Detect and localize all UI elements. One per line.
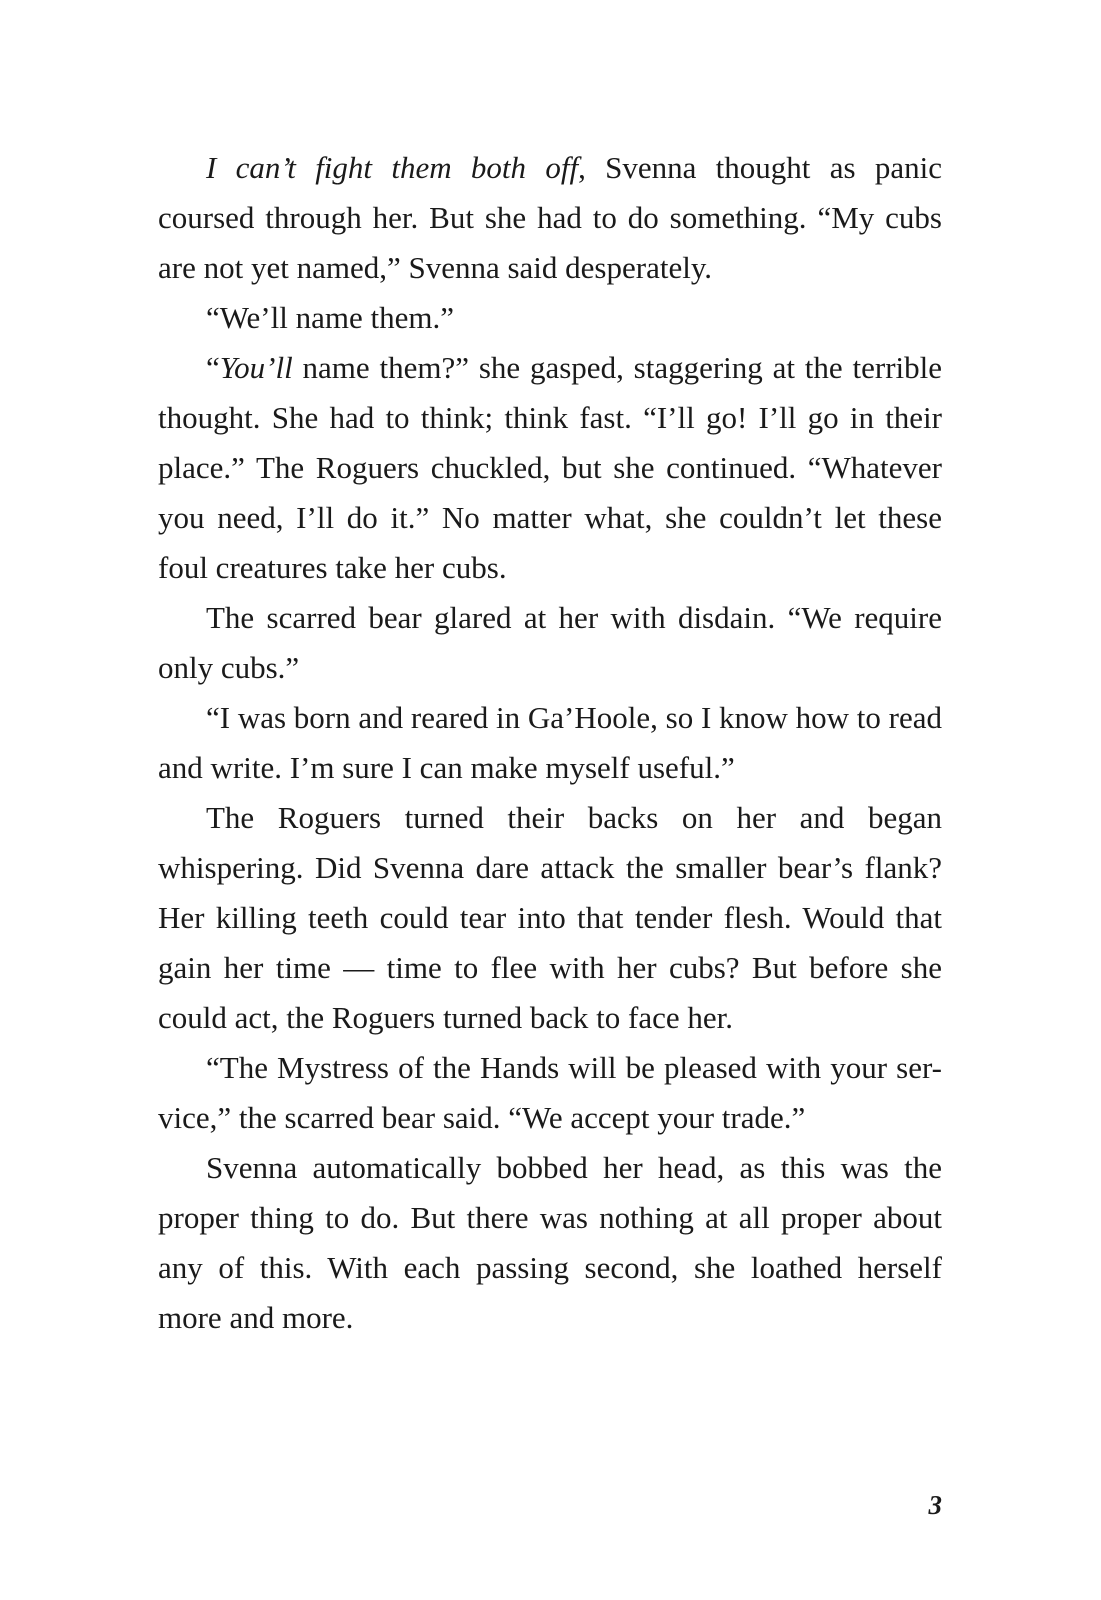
paragraph-4 — [158, 593, 942, 693]
paragraph-5 — [158, 693, 942, 793]
italic-phrase: You’ll — [219, 350, 293, 385]
quote-mark: “ — [206, 350, 220, 385]
body-text — [158, 143, 942, 1343]
paragraph-text: “I was born and reared in Ga’Hoole, so I know how to read and write. I’m sure I can make myself useful.” — [158, 700, 943, 785]
paragraph-1 — [158, 143, 942, 293]
paragraph-text: The Roguers turned their backs on her and began whispering. Did Svenna dare attack the smaller bear’s flank? Her killing teeth could tear into that tender flesh. Would that gain her time — time to flee with her cubs? But before she could act, the Roguers turned back to face her. — [158, 800, 942, 1035]
paragraph-text: “We’ll name them.” — [206, 300, 454, 335]
paragraph-text: , Svenna thought as panic coursed through her. But she had to do something. “My cubs are not yet named,” Svenna said desperately. — [158, 150, 942, 285]
paragraph-text: The scarred bear glared at her with disdain. “We require only cubs.” — [158, 600, 942, 685]
paragraph-text: name them?” she gasped, staggering at the terrible thought. She had to think; think fast. “I’ll go! I’ll go in their place.” The Roguers chuckled, but she continued. “Whatever you need, I’ll do it.” No matter what, she couldn’t let these foul creatures take her cubs. — [158, 350, 942, 585]
paragraph-text: “The Mystress of the Hands will be pleased with your ser-vice,” the scarred bear said. “We accept your trade.” — [158, 1050, 942, 1135]
paragraph-7 — [158, 1043, 942, 1143]
paragraph-2 — [158, 293, 942, 343]
paragraph-6 — [158, 793, 942, 1043]
paragraph-text: Svenna automatically bobbed her head, as this was the proper thing to do. But there was nothing at all proper about any of this. With each passing second, she loathed herself more and more. — [158, 1150, 942, 1335]
paragraph-3 — [158, 343, 942, 593]
page-number: 3 — [928, 1490, 942, 1520]
italic-phrase: I can’t fight them both off — [206, 150, 579, 185]
paragraph-8 — [158, 1143, 942, 1343]
